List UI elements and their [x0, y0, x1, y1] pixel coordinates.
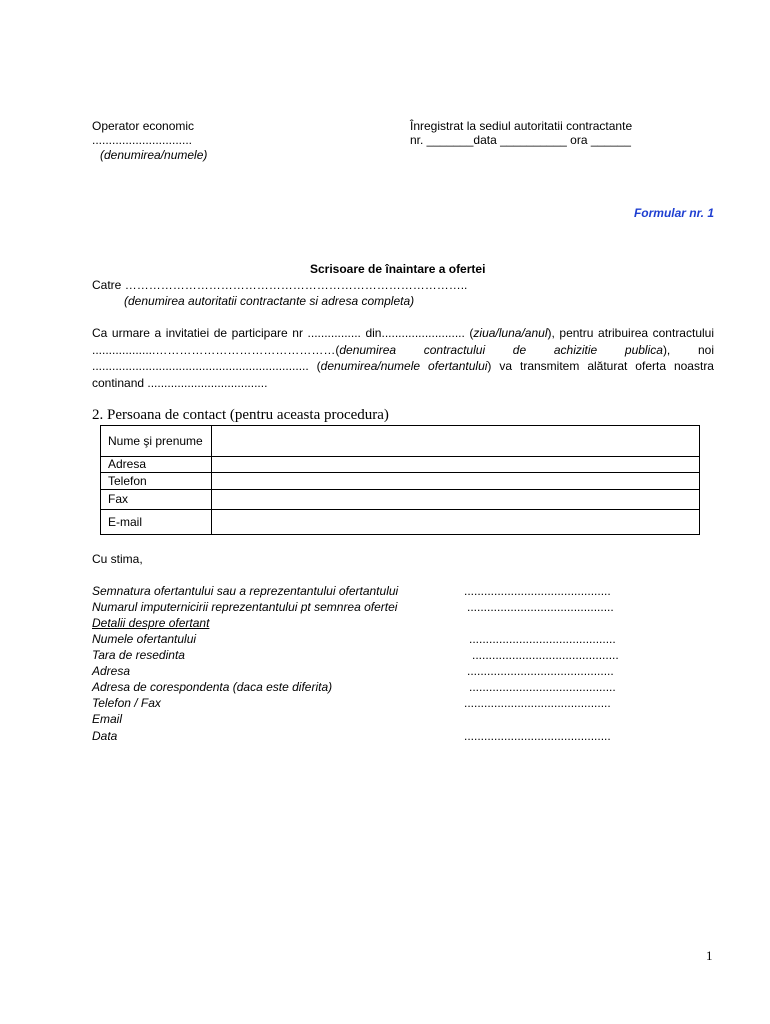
operator-economic-dots: ..............................: [92, 133, 193, 147]
table-row: [101, 426, 700, 457]
formular-number: Formular nr. 1: [633, 206, 714, 220]
letter-paragraph: Ca urmare a invitatiei de participare nr ................ din......................... (ziua/luna/anul), pentru atribuirea contractului ...................………………………………………(denumirea contractului de achizitie publica), noi ................................................................. (denumirea/numele ofertantului) va transmitem alăturat oferta noastra continand ....................................: [92, 326, 714, 390]
sig-dots-correspondence: ............................................: [469, 680, 616, 694]
sig-dots-name: ............................................: [469, 632, 616, 646]
sig-dots-address: ............................................: [467, 664, 614, 678]
table-row: [101, 457, 700, 473]
contact-label-address: Adresa: [101, 457, 212, 473]
catre-label: Catre: [92, 278, 122, 292]
catre-line: [92, 278, 467, 293]
contact-value-phone[interactable]: [212, 473, 700, 490]
registration-title: Înregistrat la sediul autoritatii contractante: [410, 119, 633, 133]
sig-label-authorization: Numarul imputernicirii reprezentantului pt semnrea ofertei: [92, 600, 398, 614]
sig-label-country: Tara de resedinta: [92, 648, 185, 662]
sig-label-date: Data: [92, 729, 118, 743]
sig-label-address: Adresa: [92, 664, 131, 678]
closing: Cu stima,: [92, 552, 143, 566]
sig-dots-authorization: ............................................: [467, 600, 614, 614]
letter-title: Scrisoare de înaintare a ofertei: [310, 262, 486, 276]
sig-label-correspondence: Adresa de corespondenta (daca este diferita): [92, 680, 333, 694]
contact-label-phone: Telefon: [101, 473, 212, 490]
table-row: [101, 490, 700, 510]
sig-label-details: Detalii despre ofertant: [92, 616, 210, 630]
operator-economic-hint: (denumirea/numele): [100, 148, 208, 162]
sig-label-name: Numele ofertantului: [92, 632, 197, 646]
sig-label-email: Email: [92, 712, 123, 726]
page-number: 1: [706, 948, 713, 963]
sig-label-signature: Semnatura ofertantului sau a reprezentantului ofertantului: [92, 584, 399, 598]
registration-fields: nr. _______data __________ ora ______: [410, 133, 631, 147]
table-row: [101, 473, 700, 490]
sig-dots-country: ............................................: [472, 648, 619, 662]
contact-value-fax[interactable]: [212, 490, 700, 510]
sig-dots-date: ............................................: [464, 729, 611, 743]
contact-value-email[interactable]: [212, 510, 700, 535]
contact-label-name: Nume şi prenume: [101, 426, 212, 457]
contact-heading: 2. Persoana de contact (pentru aceasta procedura): [92, 407, 389, 423]
sig-label-phone-fax: Telefon / Fax: [92, 696, 161, 710]
catre-hint: (denumirea autoritatii contractante si adresa completa): [124, 294, 415, 308]
contact-value-name[interactable]: [212, 426, 700, 457]
table-row: [101, 510, 700, 535]
sig-dots-signature: ............................................: [464, 584, 611, 598]
catre-dots: …………………………………………………………………………..: [124, 278, 468, 292]
sig-dots-phone-fax: ............................................: [464, 696, 611, 710]
contact-label-fax: Fax: [101, 490, 212, 510]
contact-table: [100, 425, 700, 535]
operator-economic-label: Operator economic: [92, 119, 195, 133]
contact-label-email: E-mail: [101, 510, 212, 535]
contact-value-address[interactable]: [212, 457, 700, 473]
